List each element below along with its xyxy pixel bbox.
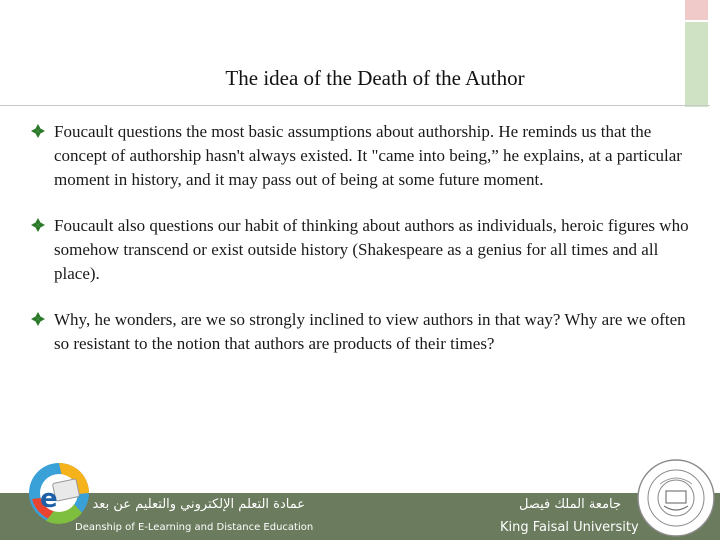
bullet-item [30,120,700,192]
diamond-clover-bullet-icon [30,311,46,327]
university-seal-icon [618,458,718,540]
title-divider [0,105,710,106]
slide-title: The idea of the Death of the Author [225,66,525,90]
bullet-list [30,120,700,378]
bullet-text: Foucault also questions our habit of thinking about authors as individuals, heroic figures who somehow transcend or exist outside history (Shakespeare as a genius for all times and all place). [54,216,689,283]
e-learning-logo-icon [26,455,92,527]
bullet-text: Why, he wonders, are we so strongly inclined to view authors in that way? Why are we often so resistant to the notion that authors are products of their times? [54,310,686,353]
bullet-text: Foucault questions the most basic assumptions about authorship. He reminds us that the concept of authorship hasn't always existed. It "came into being,” he explains, at a particular moment in history, and it may pass out of being at some future moment. [54,122,682,189]
diamond-clover-bullet-icon [30,123,46,139]
deanship-english: Deanship of E-Learning and Distance Education [75,522,314,533]
university-english: King Faisal University [500,520,639,535]
deanship-arabic: عمادة التعلم الإلكتروني والتعليم عن بعد [92,497,305,512]
accent-bar-green [685,22,708,107]
accent-bar-pink [685,0,708,20]
bullet-item [30,214,700,286]
diamond-clover-bullet-icon [30,217,46,233]
bullet-item [30,308,700,356]
university-arabic: جامعة الملك فيصل [518,497,622,512]
page-number: [ 4 ] [365,480,408,495]
svg-text:e: e [40,484,58,514]
